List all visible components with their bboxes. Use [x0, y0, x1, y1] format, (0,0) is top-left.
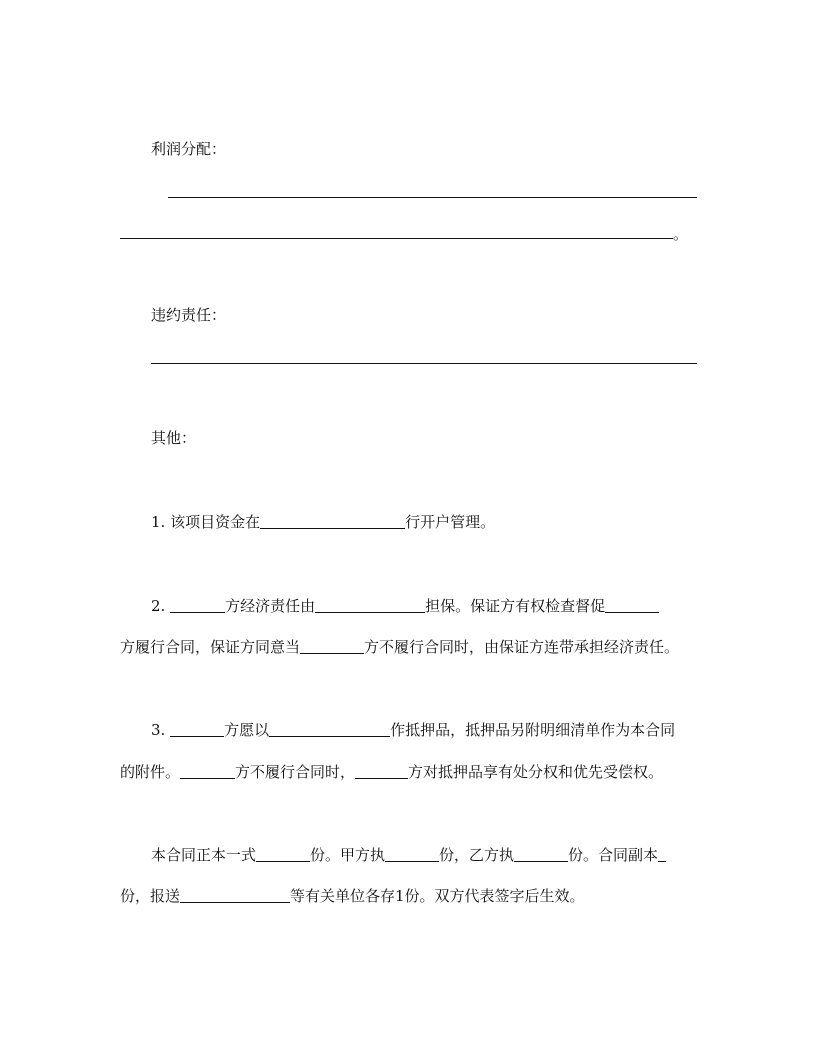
profit-blank-line-1 [168, 197, 697, 198]
item-2-text-b: 担保。保证方有权检查督促 [425, 597, 606, 615]
party-blank-1 [170, 597, 225, 613]
item-3-line-2 [120, 762, 663, 782]
item-3-text-e: 方对抵押品享有处分权和优先受偿权。 [408, 763, 664, 781]
party-blank-5 [180, 763, 235, 779]
other-heading [151, 428, 196, 448]
copies-line-2 [120, 886, 585, 906]
party-blank-3 [300, 638, 364, 654]
item-2-text-a: 方经济责任由 [225, 597, 316, 615]
profit-heading-text: 利润分配： [151, 140, 227, 158]
guarantor-blank [315, 597, 425, 613]
profit-end-mark [673, 224, 688, 244]
item-3-text-a: 方愿以 [224, 721, 270, 739]
profit-blank-line-2 [120, 238, 673, 239]
copies-line-1 [151, 845, 666, 865]
party-blank-2 [605, 597, 659, 613]
item-2-text-c: 方履行合同，保证方同意当 [120, 638, 301, 656]
item-1-number: 1. [151, 513, 166, 531]
party-blank-6 [355, 763, 408, 779]
item-3-line-1 [151, 720, 675, 740]
item-2-line-2 [120, 637, 679, 657]
party-a-count-blank [385, 846, 439, 862]
item-1-text-a: 该项目资金在 [170, 513, 261, 531]
copies-text-d: 份。合同副本 [568, 846, 659, 864]
copies-text-e: 份，报送 [120, 887, 181, 905]
liability-blank-line [151, 363, 697, 364]
duplicate-count-blank [658, 846, 666, 862]
collateral-blank [269, 721, 390, 737]
bank-name-blank [260, 513, 405, 529]
item-3-text-c: 的附件。 [120, 763, 181, 781]
copies-text-a: 本合同正本一式 [151, 846, 257, 864]
party-blank-4 [170, 721, 224, 737]
profit-end-mark-text: 。 [673, 225, 689, 243]
copies-text-f: 等有关单位各存1份。双方代表签字后生效。 [290, 887, 585, 905]
item-3-text-b: 作抵押品，抵押品另附明细清单作为本合同 [390, 721, 676, 739]
profit-heading [151, 139, 226, 159]
original-count-blank [256, 846, 310, 862]
item-3-text-d: 方不履行合同时， [235, 763, 356, 781]
other-heading-text: 其他： [151, 429, 197, 447]
copies-text-c: 份，乙方执 [439, 846, 515, 864]
item-2-text-d: 方不履行合同时，由保证方连带承担经济责任。 [364, 638, 680, 656]
item-1 [151, 512, 495, 532]
party-b-count-blank [514, 846, 568, 862]
item-2-line-1 [151, 596, 659, 616]
item-1-text-b: 行开户管理。 [405, 513, 496, 531]
liability-heading [151, 305, 226, 325]
liability-heading-text: 违约责任： [151, 306, 227, 324]
copies-text-b: 份。甲方执 [310, 846, 386, 864]
recipient-blank [180, 887, 290, 903]
item-3-number: 3. [151, 721, 166, 739]
item-2-number: 2. [151, 597, 166, 615]
